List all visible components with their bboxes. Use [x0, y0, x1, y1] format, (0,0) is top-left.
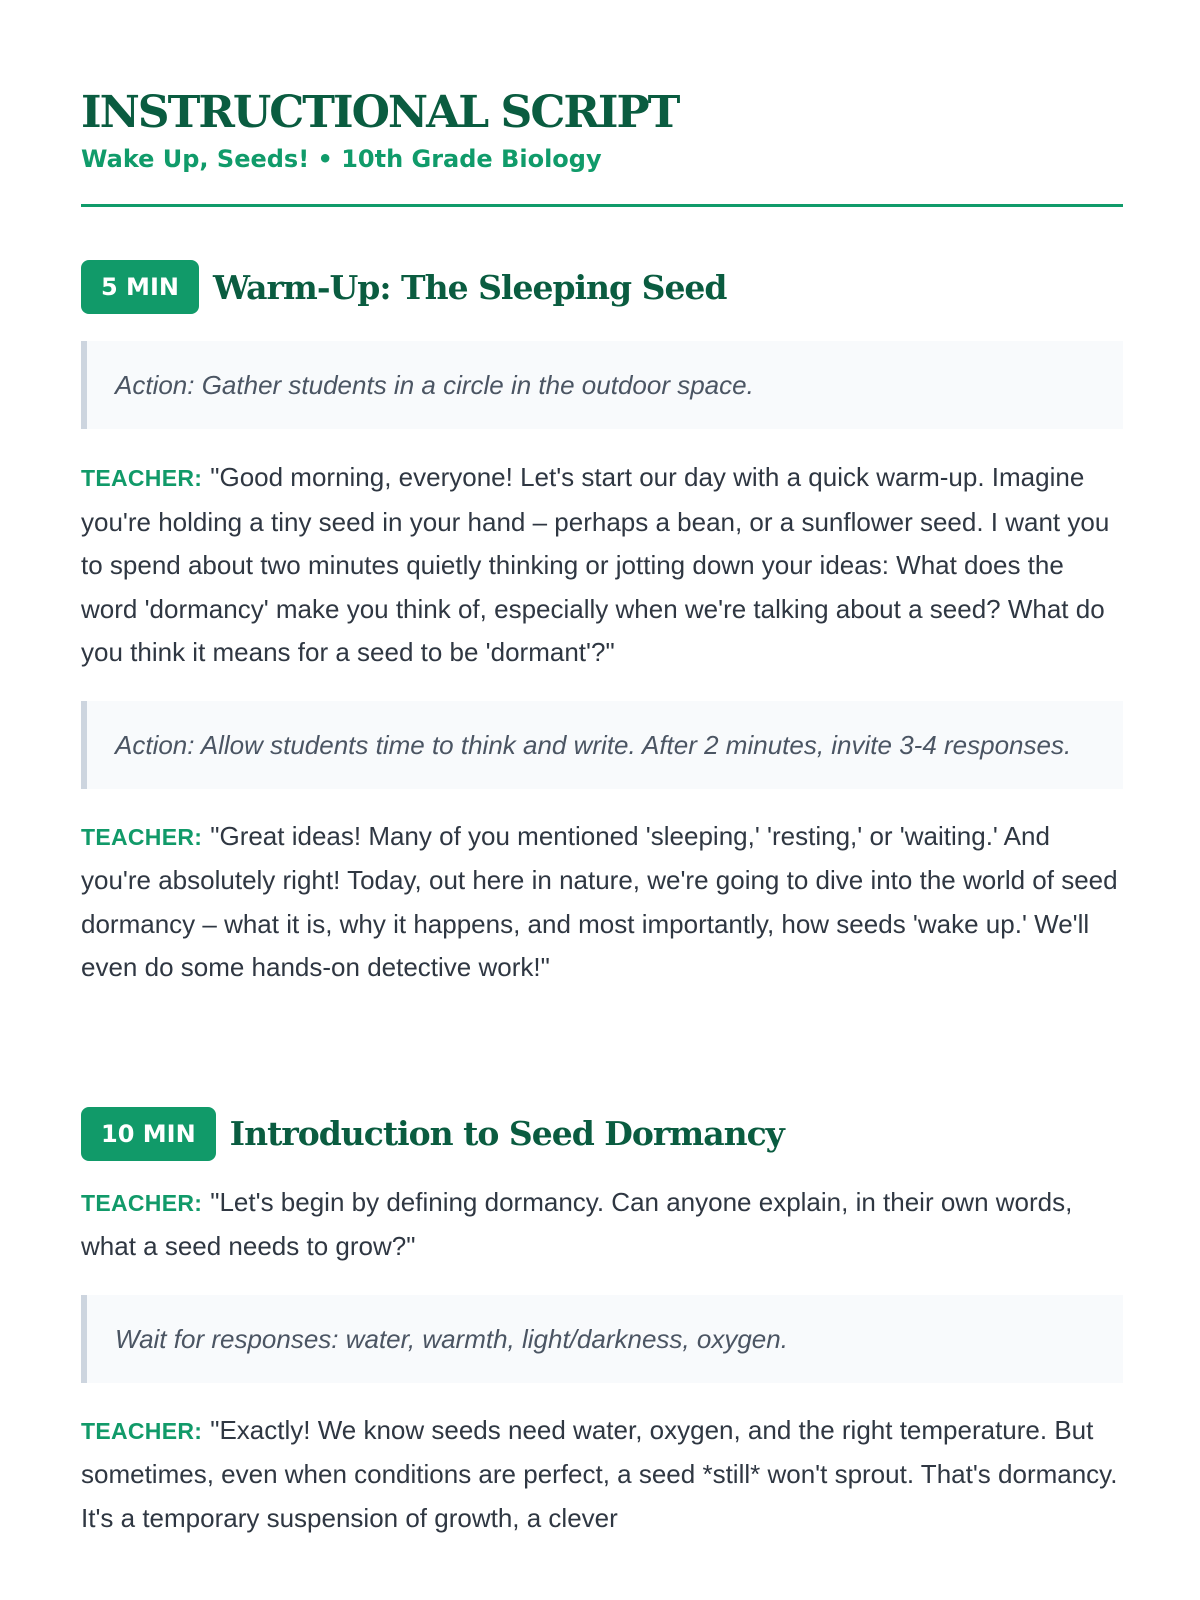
teacher-line	[81, 456, 1123, 675]
document-page	[81, 0, 1123, 1540]
section-heading	[81, 260, 1123, 314]
speaker-label: TEACHER:	[81, 1189, 203, 1216]
section-title: Warm-Up: The Sleeping Seed	[212, 267, 727, 307]
teacher-line	[81, 1409, 1123, 1541]
teacher-line-text: "Great ideas! Many of you mentioned 'sleeping,' 'resting,' or 'waiting.' And you're absolutely right! Today, out here in nature, we're going to dive into the world of seed dormancy – what it is, why it happens, and most importantly, how seeds 'wake up.' We'll even do some hands-on detective work!"	[81, 820, 1118, 982]
teacher-line-text: "Good morning, everyone! Let's start our day with a quick warm-up. Imagine you're holding a tiny seed in your hand – perhaps a bean, or a sunflower seed. I want you to spend about two minutes quietly thinking or jotting down your ideas: What does the word 'dormancy' make you think of, especially when we're talking about a seed? What do you think it means for a seed to be 'dormant'?"	[81, 462, 1110, 667]
speaker-label: TEACHER:	[81, 1417, 203, 1444]
duration-badge: 5 MIN	[81, 260, 199, 314]
section-introduction	[81, 1107, 1123, 1541]
document-subtitle: Wake Up, Seeds! • 10th Grade Biology	[81, 145, 602, 173]
document-header	[81, 0, 1123, 207]
action-note: Wait for responses: water, warmth, light/darkness, oxygen.	[81, 1295, 1123, 1383]
teacher-line	[81, 815, 1123, 990]
action-note: Action: Gather students in a circle in the outdoor space.	[81, 341, 1123, 429]
section-warm-up	[81, 260, 1123, 990]
document-title: INSTRUCTIONAL SCRIPT	[81, 87, 679, 138]
speaker-label: TEACHER:	[81, 823, 203, 850]
section-title: Introduction to Seed Dormancy	[229, 1114, 784, 1153]
teacher-line-text: "Exactly! We know seeds need water, oxygen, and the right temperature. But sometimes, even when conditions are perfect, a seed *still* won't sprout. That's dormancy. It's a temporary suspension of growth, a clever	[81, 1414, 1118, 1533]
duration-badge: 10 MIN	[81, 1107, 216, 1161]
teacher-line-text: "Let's begin by defining dormancy. Can anyone explain, in their own words, what a seed needs to grow?"	[81, 1186, 1073, 1261]
section-heading	[81, 1107, 1123, 1161]
action-note: Action: Allow students time to think and write. After 2 minutes, invite 3-4 responses.	[81, 701, 1123, 789]
teacher-line	[81, 1181, 1123, 1269]
speaker-label: TEACHER:	[81, 465, 203, 491]
